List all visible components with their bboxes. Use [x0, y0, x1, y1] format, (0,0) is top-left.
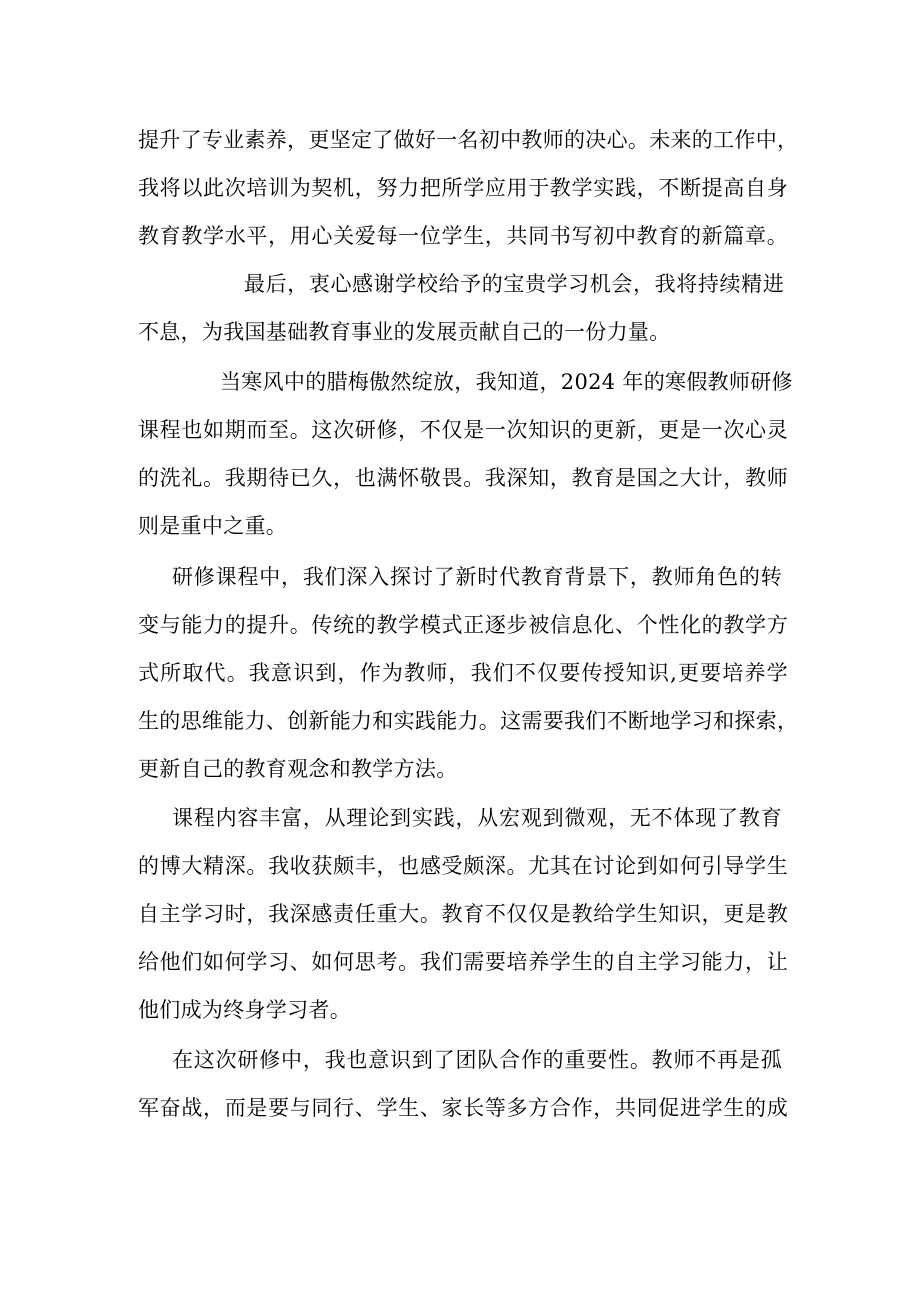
text-line: 给他们如何学习、如何思考。我们需要培养学生的自主学习能力，让 — [138, 950, 788, 974]
text-line: 变与能力的提升。传统的教学模式正逐步被信息化、个性化的教学方 — [138, 613, 788, 637]
text-line: 军奋战，而是要与同行、学生、家长等多方合作，共同促进学生的成 — [138, 1096, 788, 1120]
text-line: 的洗礼。我期待已久，也满怀敬畏。我深知，教育是国之大计，教师 — [138, 466, 788, 490]
text-line: 更新自己的教育观念和教学方法。 — [138, 757, 458, 781]
text-line: 课程也如期而至。这次研修，不仅是一次知识的更新，更是一次心灵 — [138, 418, 788, 442]
text-line: 他们成为终身学习者。 — [138, 998, 351, 1022]
text-line: 当寒风中的腊梅傲然绽放，我知道，2024 年的寒假教师研修 — [220, 370, 793, 394]
text-line: 式所取代。我意识到，作为教师，我们不仅要传授知识,更要培养学 — [138, 661, 788, 685]
text-line: 教育教学水平，用心关爱每一位学生，共同书写初中教育的新篇章。 — [138, 224, 788, 248]
text-line: 不息，为我国基础教育事业的发展贡献自己的一份力量。 — [138, 320, 671, 344]
text-line: 提升了专业素养，更坚定了做好一名初中教师的决心。未来的工作中， — [138, 128, 799, 152]
text-line: 我将以此次培训为契机，努力把所学应用于教学实践，不断提高自身 — [138, 176, 788, 200]
text-line: 课程内容丰富，从理论到实践，从宏观到微观，无不体现了教育 — [172, 806, 782, 830]
text-line: 的博大精深。我收获颇丰，也感受颇深。尤其在讨论到如何引导学生 — [138, 854, 788, 878]
text-line: 在这次研修中，我也意识到了团队合作的重要性。教师不再是孤 — [172, 1048, 782, 1072]
text-line: 研修课程中，我们深入探讨了新时代教育背景下，教师角色的转 — [172, 565, 782, 589]
text-line: 最后，衷心感谢学校给予的宝贵学习机会，我将持续精进 — [244, 272, 784, 296]
text-line: 则是重中之重。 — [138, 514, 288, 538]
text-line: 生的思维能力、创新能力和实践能力。这需要我们不断地学习和探索， — [138, 709, 799, 733]
text-line: 自主学习时，我深感责任重大。教育不仅仅是教给学生知识，更是教 — [138, 902, 788, 926]
